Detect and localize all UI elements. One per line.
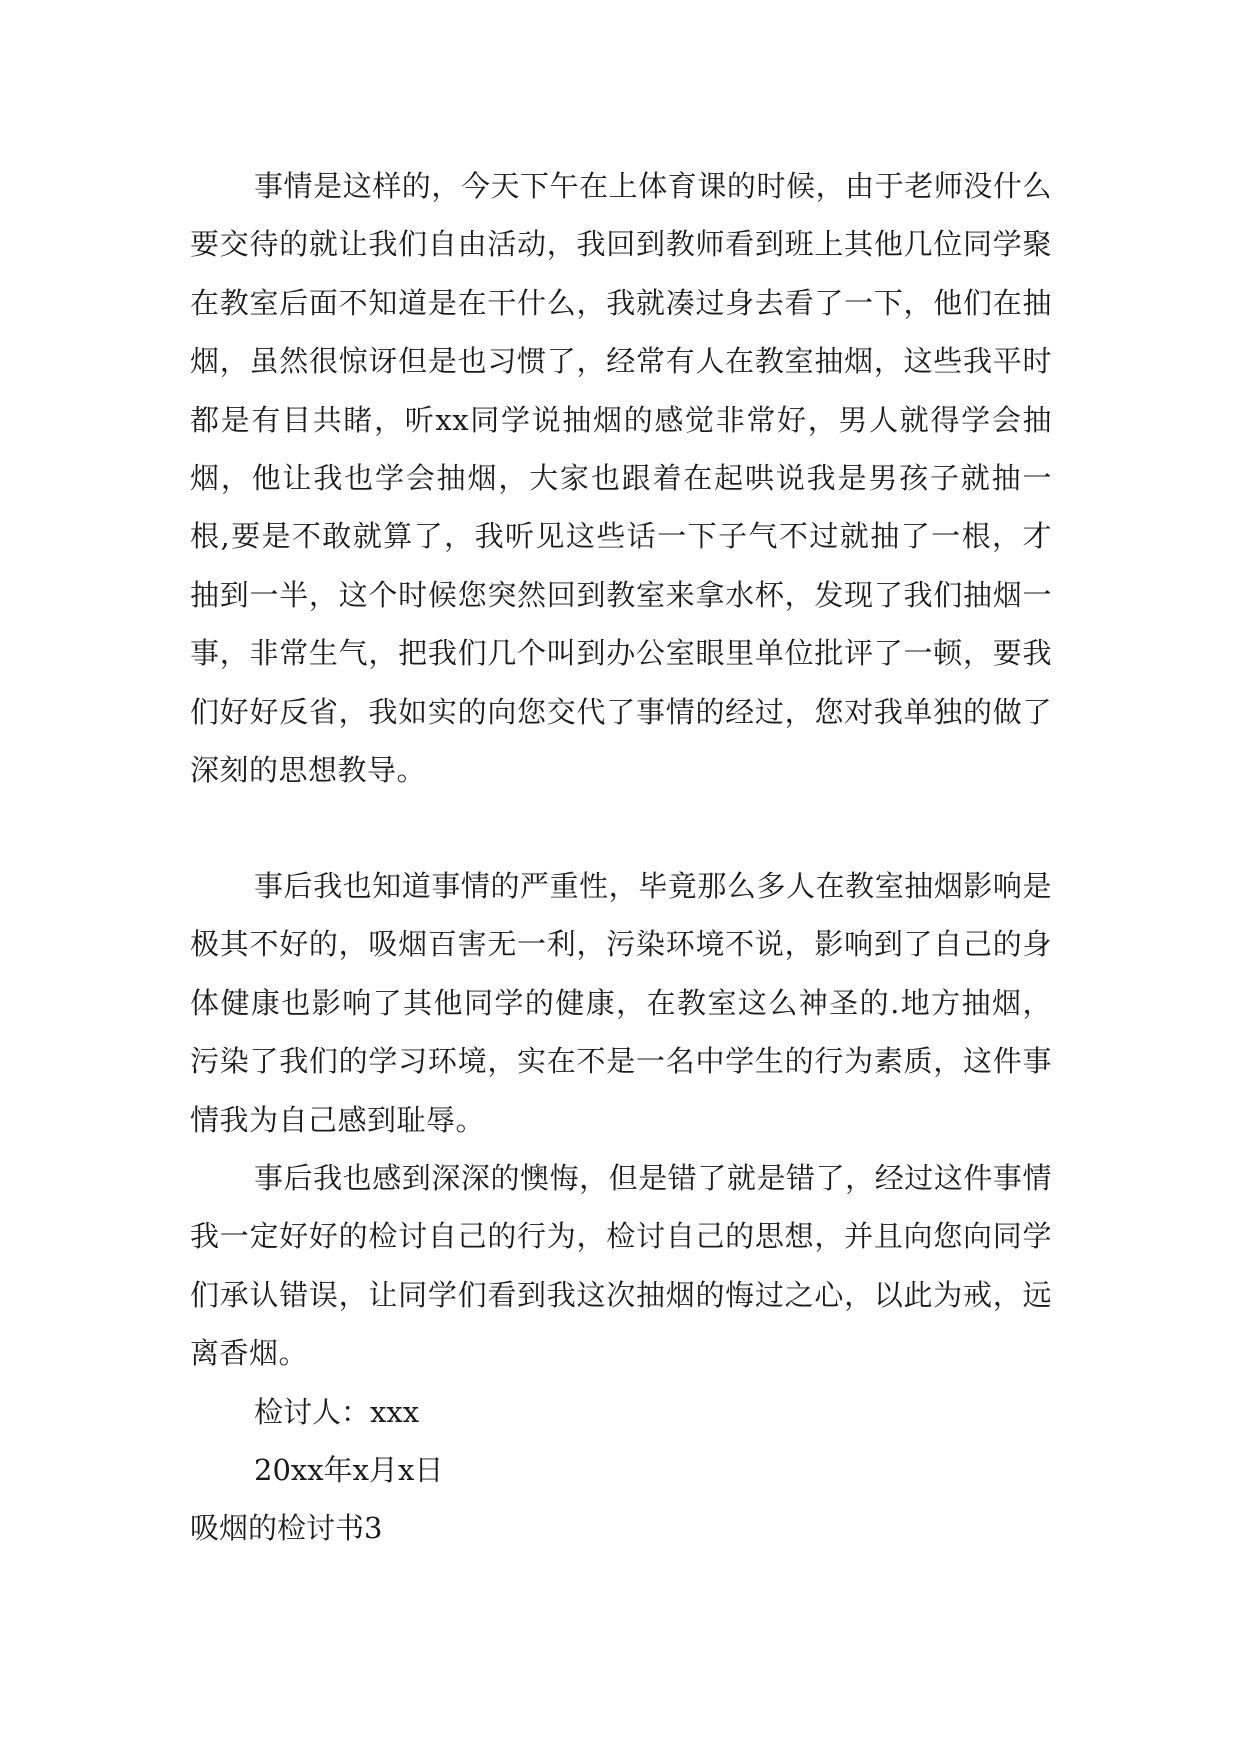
date-line: 20xx年x月x日 <box>254 1453 444 1487</box>
signature-line: 检讨人：xxx <box>254 1395 420 1429</box>
paragraph-2: 事后我也知道事情的严重性，毕竟那么多人在教室抽烟影响是极其不好的，吸烟百害无一利，污染环境不说，影响到了自己的身体健康也影响了其他同学的健康，在教室这么神圣的.地方抽烟，污染了我们的学习环境，实在不是一名中学生的行为素质，这件事情我为自己感到耻辱。 <box>190 869 1052 1137</box>
section-heading: 吸烟的检讨书3 <box>190 1511 383 1545</box>
paragraph-3: 事后我也感到深深的懊悔，但是错了就是错了，经过这件事情我一定好好的检讨自己的行为，检讨自己的思想，并且向您向同学们承认错误，让同学们看到我这次抽烟的悔过之心，以此为戒，远离香烟。 <box>190 1161 1052 1371</box>
paragraph-1: 事情是这样的，今天下午在上体育课的时候，由于老师没什么要交待的就让我们自由活动，我回到教师看到班上其他几位同学聚在教室后面不知道是在干什么，我就凑过身去看了一下，他们在抽烟，虽然很惊讶但是也习惯了，经常有人在教室抽烟，这些我平时都是有目共睹，听xx同学说抽烟的感觉非常好，男人就得学会抽烟，他让我也学会抽烟，大家也跟着在起哄说我是男孩子就抽一根,要是不敢就算了，我听见这些话一下子气不过就抽了一根，才抽到一半，这个时候您突然回到教室来拿水杯，发现了我们抽烟一事，非常生气，把我们几个叫到办公室眼里单位批评了一顿，要我们好好反省，我如实的向您交代了事情的经过，您对我单独的做了深刻的思想教导。 <box>190 169 1052 788</box>
